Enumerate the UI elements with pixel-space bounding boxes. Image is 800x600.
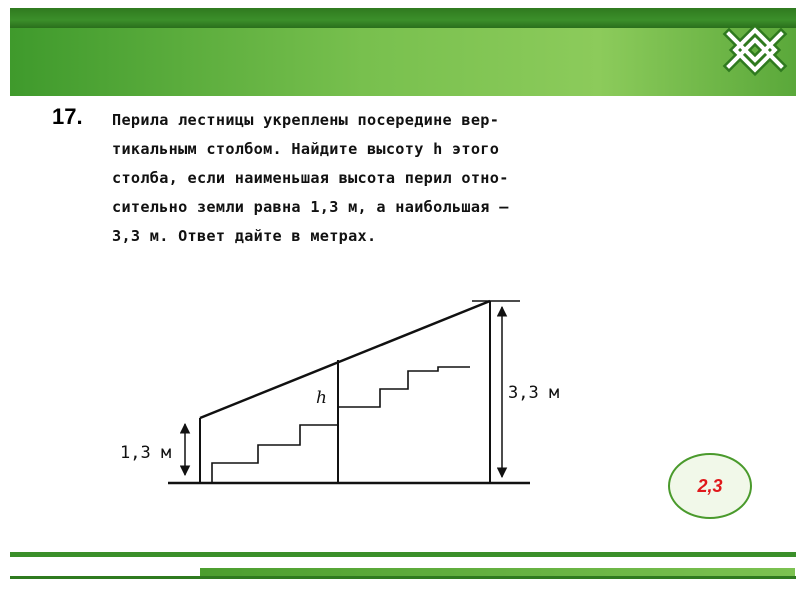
problem-line: сительно земли равна 1,3 м, а наибольшая — (112, 198, 509, 216)
footer-line (10, 552, 796, 557)
railing (200, 301, 490, 418)
header-top-band (10, 8, 796, 28)
stair-steps (212, 367, 470, 483)
problem-line: тикальным столбом. Найдите высоту h этого (112, 140, 500, 158)
problem-text (112, 106, 652, 251)
problem-line: столба, если наименьшая высота перил отно- (112, 169, 509, 187)
answer-value: 2,3 (697, 475, 723, 496)
right-height-label: 3,3 м (508, 383, 560, 403)
header-bar (10, 28, 796, 96)
answer-badge[interactable] (668, 453, 752, 519)
middle-post-label: h (316, 388, 327, 408)
left-height-label: 1,3 м (120, 443, 172, 463)
staircase-diagram (120, 285, 600, 495)
footer-bar (200, 568, 795, 576)
problem-number: 17. (52, 104, 83, 129)
problem-line: Перила лестницы укреплены посередине вер- (112, 111, 500, 129)
problem-line: 3,3 м. Ответ дайте в метрах. (112, 227, 377, 245)
footer-line-thin (10, 576, 796, 579)
interlaced-knot-logo-icon (715, 10, 795, 90)
